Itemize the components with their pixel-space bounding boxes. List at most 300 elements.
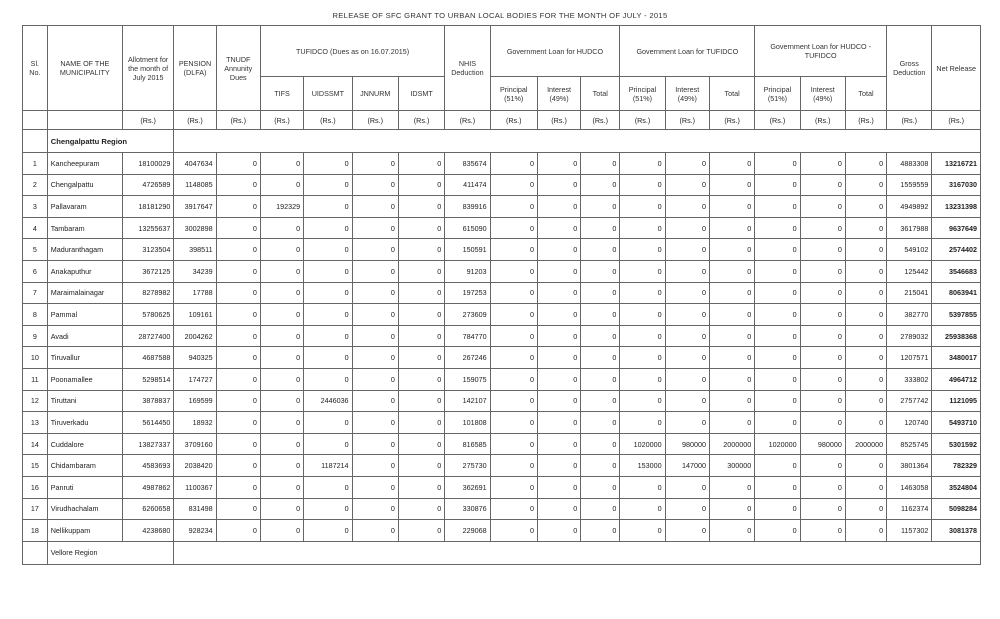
- amount-cell: 0: [709, 412, 754, 434]
- municipality-cell: Chidambaram: [47, 455, 122, 477]
- amount-cell: 0: [352, 433, 398, 455]
- amount-cell: 0: [665, 174, 709, 196]
- amount-cell: 142107: [445, 390, 490, 412]
- amount-cell: 275730: [445, 455, 490, 477]
- amount-cell: 0: [845, 174, 886, 196]
- table-header: [23, 26, 981, 111]
- amount-cell: 0: [260, 476, 303, 498]
- amount-cell: 3709160: [174, 433, 216, 455]
- amount-cell: 0: [845, 217, 886, 239]
- amount-cell: 0: [581, 498, 620, 520]
- amount-cell: 0: [352, 304, 398, 326]
- sl-no-cell: 5: [23, 239, 48, 261]
- amount-cell: 5298514: [122, 368, 174, 390]
- amount-cell: 0: [216, 304, 260, 326]
- amount-cell: 1100367: [174, 476, 216, 498]
- table-row: [23, 476, 981, 498]
- amount-cell: 6260658: [122, 498, 174, 520]
- amount-cell: 0: [581, 282, 620, 304]
- sl-no-cell: 2: [23, 174, 48, 196]
- amount-cell: 0: [665, 239, 709, 261]
- amount-cell: 0: [755, 368, 800, 390]
- amount-cell: 0: [216, 433, 260, 455]
- amount-cell: 0: [755, 260, 800, 282]
- amount-cell: 0: [581, 520, 620, 542]
- table-body: [23, 111, 981, 565]
- amount-cell: 1157302: [887, 520, 932, 542]
- amount-cell: 0: [755, 347, 800, 369]
- net-release-cell: 4964712: [932, 368, 981, 390]
- amount-cell: 0: [352, 520, 398, 542]
- col-sl-no: Sl. No.: [23, 26, 48, 111]
- unit-label: (Rs.): [709, 111, 754, 130]
- table-row: [23, 153, 981, 175]
- amount-cell: 0: [398, 217, 444, 239]
- amount-cell: 0: [709, 282, 754, 304]
- amount-cell: 0: [755, 390, 800, 412]
- amount-cell: 0: [665, 368, 709, 390]
- amount-cell: 0: [620, 282, 665, 304]
- amount-cell: 0: [800, 390, 845, 412]
- sl-no-cell: 6: [23, 260, 48, 282]
- amount-cell: 18100029: [122, 153, 174, 175]
- amount-cell: 1020000: [620, 433, 665, 455]
- amount-cell: 34239: [174, 260, 216, 282]
- amount-cell: 0: [581, 412, 620, 434]
- amount-cell: 0: [216, 390, 260, 412]
- amount-cell: 0: [490, 347, 537, 369]
- amount-cell: 0: [537, 433, 580, 455]
- net-release-cell: 13216721: [932, 153, 981, 175]
- amount-cell: 4987862: [122, 476, 174, 498]
- amount-cell: 0: [352, 412, 398, 434]
- amount-cell: 0: [845, 196, 886, 218]
- amount-cell: 0: [304, 153, 352, 175]
- amount-cell: 0: [490, 260, 537, 282]
- sl-no-cell: 9: [23, 325, 48, 347]
- municipality-cell: Panruti: [47, 476, 122, 498]
- amount-cell: 0: [216, 196, 260, 218]
- amount-cell: 0: [581, 433, 620, 455]
- amount-cell: 0: [490, 153, 537, 175]
- table-row: [23, 217, 981, 239]
- amount-cell: 831498: [174, 498, 216, 520]
- amount-cell: 0: [845, 455, 886, 477]
- amount-cell: 0: [620, 174, 665, 196]
- amount-cell: 411474: [445, 174, 490, 196]
- amount-cell: 549102: [887, 239, 932, 261]
- amount-cell: 2000000: [709, 433, 754, 455]
- municipality-cell: Anakaputhur: [47, 260, 122, 282]
- amount-cell: 0: [537, 196, 580, 218]
- amount-cell: 0: [352, 174, 398, 196]
- amount-cell: 0: [665, 412, 709, 434]
- amount-cell: 0: [260, 239, 303, 261]
- amount-cell: 0: [845, 476, 886, 498]
- unit-label: (Rs.): [845, 111, 886, 130]
- amount-cell: 0: [490, 282, 537, 304]
- col-hudco-total: Total: [581, 77, 620, 111]
- table-row: [23, 433, 981, 455]
- amount-cell: 0: [398, 412, 444, 434]
- unit-label: (Rs.): [398, 111, 444, 130]
- amount-cell: 0: [581, 174, 620, 196]
- amount-cell: 0: [216, 347, 260, 369]
- col-gross-deduction: Gross Deduction: [887, 26, 932, 111]
- amount-cell: 0: [665, 390, 709, 412]
- unit-label: (Rs.): [665, 111, 709, 130]
- amount-cell: 5780625: [122, 304, 174, 326]
- amount-cell: 0: [537, 304, 580, 326]
- amount-cell: 3801364: [887, 455, 932, 477]
- net-release-cell: 3546683: [932, 260, 981, 282]
- amount-cell: 0: [260, 260, 303, 282]
- amount-cell: 0: [800, 217, 845, 239]
- amount-cell: 0: [755, 153, 800, 175]
- region-row: [23, 130, 981, 153]
- grant-release-table: [22, 25, 981, 565]
- amount-cell: 0: [490, 239, 537, 261]
- amount-cell: 0: [800, 412, 845, 434]
- amount-cell: 2004262: [174, 325, 216, 347]
- amount-cell: 0: [304, 217, 352, 239]
- amount-cell: 0: [490, 217, 537, 239]
- amount-cell: 0: [304, 174, 352, 196]
- col-jnnurm: JNNURM: [352, 77, 398, 111]
- net-release-cell: 3524804: [932, 476, 981, 498]
- amount-cell: 0: [216, 325, 260, 347]
- amount-cell: 0: [216, 260, 260, 282]
- amount-cell: 0: [216, 476, 260, 498]
- amount-cell: 0: [304, 196, 352, 218]
- amount-cell: 0: [537, 282, 580, 304]
- amount-cell: 4238680: [122, 520, 174, 542]
- amount-cell: 159075: [445, 368, 490, 390]
- amount-cell: 0: [800, 347, 845, 369]
- amount-cell: 0: [216, 368, 260, 390]
- amount-cell: 0: [352, 455, 398, 477]
- amount-cell: 1463058: [887, 476, 932, 498]
- amount-cell: 267246: [445, 347, 490, 369]
- amount-cell: 0: [304, 347, 352, 369]
- unit-label: (Rs.): [755, 111, 800, 130]
- amount-cell: 0: [260, 217, 303, 239]
- col-ht-total: Total: [845, 77, 886, 111]
- unit-label: (Rs.): [352, 111, 398, 130]
- municipality-cell: Kancheepuram: [47, 153, 122, 175]
- amount-cell: 333802: [887, 368, 932, 390]
- amount-cell: 1207571: [887, 347, 932, 369]
- amount-cell: 0: [537, 217, 580, 239]
- table-row: [23, 498, 981, 520]
- unit-label: (Rs.): [932, 111, 981, 130]
- amount-cell: 0: [304, 520, 352, 542]
- col-group-gl-hudco-tufidco: Government Loan for HUDCO - TUFIDCO: [755, 26, 887, 77]
- sl-no-cell: 1: [23, 153, 48, 175]
- amount-cell: 18181290: [122, 196, 174, 218]
- amount-cell: 0: [665, 476, 709, 498]
- amount-cell: 101808: [445, 412, 490, 434]
- amount-cell: 0: [216, 217, 260, 239]
- amount-cell: 0: [260, 153, 303, 175]
- amount-cell: 0: [620, 260, 665, 282]
- amount-cell: 0: [709, 347, 754, 369]
- amount-cell: 4883308: [887, 153, 932, 175]
- amount-cell: 0: [398, 239, 444, 261]
- amount-cell: 0: [398, 260, 444, 282]
- col-nhis: NHIS Deduction: [445, 26, 490, 111]
- amount-cell: 0: [352, 217, 398, 239]
- amount-cell: 0: [216, 174, 260, 196]
- table-row: [23, 282, 981, 304]
- amount-cell: 0: [665, 196, 709, 218]
- amount-cell: 5614450: [122, 412, 174, 434]
- municipality-cell: Cuddalore: [47, 433, 122, 455]
- amount-cell: 928234: [174, 520, 216, 542]
- col-group-gl-tufidco: Government Loan for TUFIDCO: [620, 26, 755, 77]
- amount-cell: 0: [845, 260, 886, 282]
- amount-cell: 330876: [445, 498, 490, 520]
- amount-cell: 0: [620, 368, 665, 390]
- amount-cell: 229068: [445, 520, 490, 542]
- amount-cell: 0: [490, 498, 537, 520]
- amount-cell: 0: [581, 304, 620, 326]
- amount-cell: 0: [352, 239, 398, 261]
- amount-cell: 125442: [887, 260, 932, 282]
- amount-cell: 0: [755, 412, 800, 434]
- amount-cell: 0: [800, 174, 845, 196]
- amount-cell: 174727: [174, 368, 216, 390]
- amount-cell: 0: [398, 325, 444, 347]
- amount-cell: 3878837: [122, 390, 174, 412]
- unit-label: (Rs.): [260, 111, 303, 130]
- amount-cell: 2446036: [304, 390, 352, 412]
- amount-cell: 2038420: [174, 455, 216, 477]
- amount-cell: 0: [398, 347, 444, 369]
- unit-label: (Rs.): [445, 111, 490, 130]
- unit-label: (Rs.): [620, 111, 665, 130]
- amount-cell: 0: [398, 282, 444, 304]
- amount-cell: 980000: [665, 433, 709, 455]
- table-row: [23, 347, 981, 369]
- sl-no-cell: 12: [23, 390, 48, 412]
- amount-cell: 0: [537, 498, 580, 520]
- amount-cell: 0: [755, 174, 800, 196]
- amount-cell: 215041: [887, 282, 932, 304]
- amount-cell: 153000: [620, 455, 665, 477]
- amount-cell: 2757742: [887, 390, 932, 412]
- col-pension: PENSION (DLFA): [174, 26, 216, 111]
- amount-cell: 0: [581, 476, 620, 498]
- amount-cell: 192329: [260, 196, 303, 218]
- amount-cell: 0: [845, 304, 886, 326]
- amount-cell: 0: [845, 520, 886, 542]
- amount-cell: 0: [845, 498, 886, 520]
- amount-cell: 0: [398, 304, 444, 326]
- amount-cell: 169599: [174, 390, 216, 412]
- amount-cell: 0: [620, 390, 665, 412]
- unit-label: (Rs.): [537, 111, 580, 130]
- col-allotment: Allotment for the month of July 2015: [122, 26, 174, 111]
- amount-cell: 1148085: [174, 174, 216, 196]
- amount-cell: 398511: [174, 239, 216, 261]
- amount-cell: 0: [260, 412, 303, 434]
- net-release-cell: 9637649: [932, 217, 981, 239]
- amount-cell: 4583693: [122, 455, 174, 477]
- amount-cell: 13827337: [122, 433, 174, 455]
- amount-cell: 0: [845, 412, 886, 434]
- units-row: [23, 111, 981, 130]
- amount-cell: 0: [755, 520, 800, 542]
- amount-cell: 273609: [445, 304, 490, 326]
- amount-cell: 0: [260, 455, 303, 477]
- table-row: [23, 174, 981, 196]
- amount-cell: 0: [800, 520, 845, 542]
- amount-cell: 1187214: [304, 455, 352, 477]
- amount-cell: 0: [581, 325, 620, 347]
- amount-cell: 0: [665, 347, 709, 369]
- table-row: [23, 390, 981, 412]
- amount-cell: 0: [352, 260, 398, 282]
- amount-cell: 0: [709, 368, 754, 390]
- municipality-cell: Nellikuppam: [47, 520, 122, 542]
- amount-cell: 0: [398, 433, 444, 455]
- net-release-cell: 3167030: [932, 174, 981, 196]
- municipality-cell: Maraimalainagar: [47, 282, 122, 304]
- amount-cell: 0: [620, 239, 665, 261]
- amount-cell: 0: [755, 325, 800, 347]
- amount-cell: 0: [398, 196, 444, 218]
- amount-cell: 0: [620, 347, 665, 369]
- amount-cell: 0: [620, 153, 665, 175]
- amount-cell: 0: [709, 153, 754, 175]
- amount-cell: 3002898: [174, 217, 216, 239]
- amount-cell: 0: [537, 390, 580, 412]
- region-row: [23, 541, 981, 564]
- amount-cell: 0: [398, 476, 444, 498]
- amount-cell: 0: [800, 325, 845, 347]
- unit-label: (Rs.): [887, 111, 932, 130]
- amount-cell: 0: [352, 390, 398, 412]
- municipality-cell: Maduranthagam: [47, 239, 122, 261]
- net-release-cell: 5397855: [932, 304, 981, 326]
- amount-cell: 147000: [665, 455, 709, 477]
- amount-cell: 0: [537, 174, 580, 196]
- amount-cell: 0: [665, 325, 709, 347]
- amount-cell: 0: [581, 347, 620, 369]
- amount-cell: 0: [304, 260, 352, 282]
- amount-cell: 0: [398, 153, 444, 175]
- amount-cell: 0: [398, 174, 444, 196]
- amount-cell: 0: [800, 282, 845, 304]
- amount-cell: 0: [800, 304, 845, 326]
- amount-cell: 0: [581, 153, 620, 175]
- amount-cell: 0: [216, 153, 260, 175]
- amount-cell: 2789032: [887, 325, 932, 347]
- net-release-cell: 25938368: [932, 325, 981, 347]
- table-row: [23, 455, 981, 477]
- region-name: Vellore Region: [47, 541, 174, 564]
- col-municipality: NAME OF THE MUNICIPALITY: [47, 26, 122, 111]
- table-row: [23, 304, 981, 326]
- table-row: [23, 196, 981, 218]
- amount-cell: 0: [709, 390, 754, 412]
- amount-cell: 0: [260, 325, 303, 347]
- amount-cell: 91203: [445, 260, 490, 282]
- amount-cell: 4047634: [174, 153, 216, 175]
- amount-cell: 2000000: [845, 433, 886, 455]
- amount-cell: 0: [665, 520, 709, 542]
- amount-cell: 0: [398, 520, 444, 542]
- municipality-cell: Tiruverkadu: [47, 412, 122, 434]
- amount-cell: 0: [216, 520, 260, 542]
- unit-label: (Rs.): [304, 111, 352, 130]
- net-release-cell: 5493710: [932, 412, 981, 434]
- amount-cell: 0: [352, 153, 398, 175]
- amount-cell: 839916: [445, 196, 490, 218]
- amount-cell: 0: [800, 498, 845, 520]
- amount-cell: 0: [490, 433, 537, 455]
- amount-cell: 0: [709, 498, 754, 520]
- amount-cell: 28727400: [122, 325, 174, 347]
- amount-cell: 1162374: [887, 498, 932, 520]
- municipality-cell: Virudhachalam: [47, 498, 122, 520]
- amount-cell: 0: [581, 239, 620, 261]
- sl-no-cell: 15: [23, 455, 48, 477]
- amount-cell: 0: [260, 390, 303, 412]
- amount-cell: 0: [537, 347, 580, 369]
- amount-cell: 0: [581, 260, 620, 282]
- amount-cell: 0: [260, 347, 303, 369]
- amount-cell: 0: [800, 153, 845, 175]
- amount-cell: 0: [537, 455, 580, 477]
- region-name: Chengalpattu Region: [47, 130, 174, 153]
- document-title: RELEASE OF SFC GRANT TO URBAN LOCAL BODIES FOR THE MONTH OF JULY - 2015: [332, 11, 668, 20]
- amount-cell: 300000: [709, 455, 754, 477]
- amount-cell: 0: [581, 455, 620, 477]
- net-release-cell: 1121095: [932, 390, 981, 412]
- amount-cell: 0: [216, 282, 260, 304]
- amount-cell: 0: [581, 390, 620, 412]
- amount-cell: 0: [304, 239, 352, 261]
- net-release-cell: 13231398: [932, 196, 981, 218]
- sl-no-cell: 16: [23, 476, 48, 498]
- amount-cell: 0: [800, 196, 845, 218]
- amount-cell: 4949892: [887, 196, 932, 218]
- amount-cell: 0: [490, 304, 537, 326]
- amount-cell: 0: [490, 412, 537, 434]
- amount-cell: 0: [260, 174, 303, 196]
- amount-cell: 0: [304, 498, 352, 520]
- amount-cell: 0: [755, 476, 800, 498]
- amount-cell: 0: [537, 476, 580, 498]
- amount-cell: 0: [709, 260, 754, 282]
- net-release-cell: 3081378: [932, 520, 981, 542]
- sl-no-cell: 18: [23, 520, 48, 542]
- amount-cell: 980000: [800, 433, 845, 455]
- amount-cell: 1559559: [887, 174, 932, 196]
- amount-cell: 197253: [445, 282, 490, 304]
- amount-cell: 0: [490, 196, 537, 218]
- amount-cell: 0: [665, 217, 709, 239]
- amount-cell: 0: [490, 520, 537, 542]
- amount-cell: 150591: [445, 239, 490, 261]
- amount-cell: 816585: [445, 433, 490, 455]
- amount-cell: 0: [800, 260, 845, 282]
- amount-cell: 0: [845, 368, 886, 390]
- amount-cell: 0: [620, 498, 665, 520]
- amount-cell: 0: [537, 325, 580, 347]
